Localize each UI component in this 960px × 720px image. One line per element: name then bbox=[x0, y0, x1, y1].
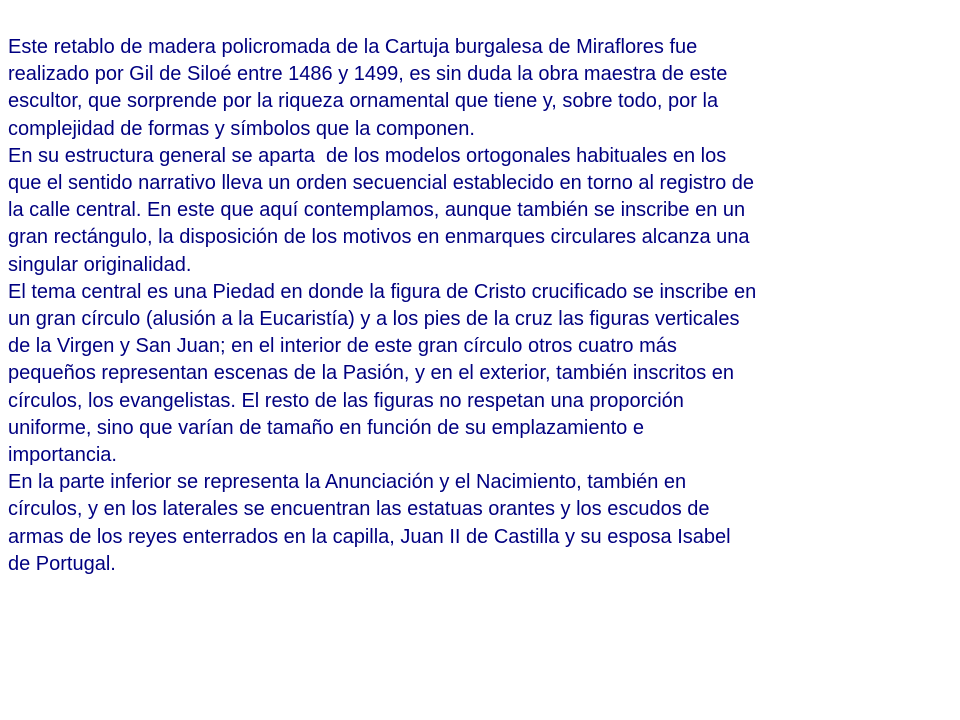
text-line: complejidad de formas y símbolos que la componen. bbox=[8, 117, 475, 140]
text-line: de Portugal. bbox=[8, 552, 116, 575]
text-line: En su estructura general se aparta de los modelos ortogonales habituales en los bbox=[8, 144, 727, 167]
text-line: Este retablo de madera policromada de la Cartuja burgalesa de Miraflores fue bbox=[8, 36, 698, 58]
text-line: En la parte inferior se representa la Anunciación y el Nacimiento, también en bbox=[8, 471, 687, 494]
body-text bbox=[8, 34, 948, 578]
text-line: escultor, que sorprende por la riqueza ornamental que tiene y, sobre todo, por la bbox=[8, 90, 719, 113]
text-line: que el sentido narrativo lleva un orden secuencial establecido en torno al registro de bbox=[8, 172, 755, 195]
text-line: uniforme, sino que varían de tamaño en función de su emplazamiento e bbox=[8, 416, 644, 439]
text-line: un gran círculo (alusión a la Eucaristía) y a los pies de la cruz las figuras verticales bbox=[8, 308, 740, 331]
text-line: círculos, y en los laterales se encuentran las estatuas orantes y los escudos de bbox=[8, 498, 710, 521]
text-line: gran rectángulo, la disposición de los motivos en enmarques circulares alcanza una bbox=[8, 226, 750, 249]
text-line: círculos, los evangelistas. El resto de las figuras no respetan una proporción bbox=[8, 389, 684, 412]
text-line: El tema central es una Piedad en donde la figura de Cristo crucificado se inscribe en bbox=[8, 280, 757, 303]
text-line: armas de los reyes enterrados en la capilla, Juan II de Castilla y su esposa Isabel bbox=[8, 525, 731, 548]
text-line: la calle central. En este que aquí contemplamos, aunque también se inscribe en un bbox=[8, 199, 746, 222]
text-line: de la Virgen y San Juan; en el interior de este gran círculo otros cuatro más bbox=[8, 335, 677, 358]
text-line: singular originalidad. bbox=[8, 253, 192, 276]
text-line: importancia. bbox=[8, 444, 117, 467]
text-line: pequeños representan escenas de la Pasión, y en el exterior, también inscritos en bbox=[8, 362, 734, 385]
text-line: realizado por Gil de Siloé entre 1486 y 1499, es sin duda la obra maestra de este bbox=[8, 63, 728, 86]
